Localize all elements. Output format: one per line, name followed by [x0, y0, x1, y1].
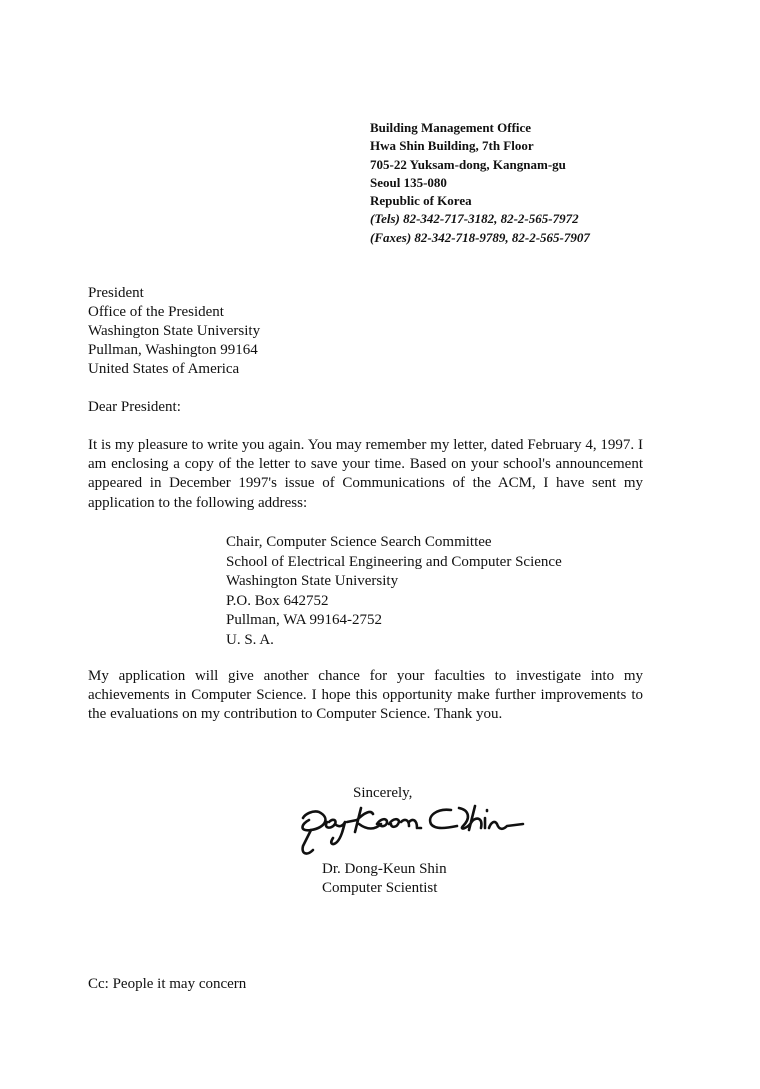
signer-title: Computer Scientist: [322, 880, 438, 896]
salutation: Dear President:: [88, 399, 181, 415]
recipient-line: Washington State University: [88, 323, 261, 339]
sender-line: 705-22 Yuksam-dong, Kangnam-gu: [370, 156, 566, 172]
application-address-line: Pullman, WA 99164-2752: [226, 612, 382, 628]
sender-line: Republic of Korea: [370, 193, 472, 209]
sender-address-block: [370, 119, 590, 247]
recipient-line: Pullman, Washington 99164: [88, 342, 258, 358]
application-address-block: [226, 533, 562, 650]
sender-tels: (Tels) 82-342-717-3182, 82-2-565-7972: [370, 211, 579, 227]
handwritten-signature: [297, 800, 527, 862]
sender-line: Seoul 135-080: [370, 174, 447, 190]
sender-faxes: (Faxes) 82-342-718-9789, 82-2-565-7907: [370, 229, 590, 245]
cc-line: Cc: People it may concern: [88, 976, 247, 992]
sender-line: Hwa Shin Building, 7th Floor: [370, 138, 534, 154]
application-address-line: U. S. A.: [226, 631, 274, 648]
recipient-line: United States of America: [88, 361, 240, 377]
body-paragraph-2: My application will give another chance for your faculties to investigate into my achievements in Computer Science. I hope this opportunity make further improvements to the evaluations on my contribution to Computer Science. Thank you.: [88, 668, 643, 723]
recipient-line: Office of the President: [88, 304, 224, 320]
application-address-line: School of Electrical Engineering and Computer Science: [226, 553, 562, 570]
closing: Sincerely,: [353, 785, 413, 801]
application-address-line: Chair, Computer Science Search Committee: [226, 534, 492, 550]
recipient-address-block: [88, 284, 260, 379]
signer-name: Dr. Dong-Keun Shin: [322, 861, 447, 877]
sender-line: Building Management Office: [370, 120, 532, 135]
application-address-line: P.O. Box 642752: [226, 592, 329, 609]
signer-block: [322, 860, 447, 898]
recipient-line: President: [88, 285, 144, 301]
body-paragraph-1: It is my pleasure to write you again. You may remember my letter, dated February 4, 1997. I am enclosing a copy of the letter to save your time. Based on your school's announcement appeared in December 1997's issue of Communications of the ACM, I have sent my application to the following address:: [88, 437, 643, 511]
application-address-line: Washington State University: [226, 573, 399, 589]
